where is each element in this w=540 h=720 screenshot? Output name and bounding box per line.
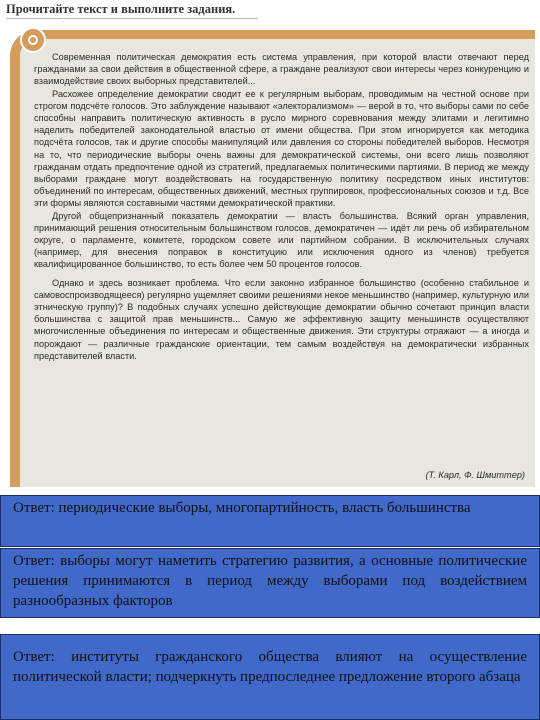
task-heading: Прочитайте текст и выполните задания. (6, 2, 236, 16)
decorative-mark: ˙ (62, 20, 65, 30)
paragraph-1: Современная политическая демократия есть система управления, при которой власти отвечают перед гражданами за свои действия в общественной сфере, а граждане реализуют свои интересы через конкуренцию и взаимодействие своих выборных представителей... (34, 52, 529, 87)
heading-divider (6, 18, 258, 19)
reading-text-panel (10, 30, 535, 487)
paragraph-3: Другой общепризнанный показатель демократии — власть большинства. Всякий орган управления, принимающий решения относительным большинством голосов, демократичен — идёт ли речь об избирательном округе, о парламенте, комитете, городском совете или партийном собрании. В исключительных случаях (например, для внесения поправок в конституцию или исключения одного из членов) требуется квалифицированное большинство, то есть более чем 50 процентов голосов. (34, 210, 529, 270)
paragraph-4: Однако и здесь возникает проблема. Что если законно избранное большинство (особенно стабильное и самовоспроизводящееся) регулярно ущемляет своими решениями некое меньшинство (например, культурную или этническую группу)? В подобных случаях успешно действующие демократии обычно сочетают принцип власти большинства с защитой прав меньшинств... Самую же эффективную защиту меньшинств осуществляют многочисленные объединения по интересам и общественные движения. Эти структуры отражают — а иногда и порождают — различные гражданские ориентации, тем самым воздействуя на демократически избранных представителей власти. (34, 277, 529, 361)
answer-box-3[interactable]: Ответ: институты гражданского общества влияют на осуществление политической власти; подчеркнуть предпоследнее предложение второго абзаца (0, 634, 540, 720)
reading-text (34, 51, 529, 362)
paragraph-2: Расхожее определение демократии сводит ее к регулярным выборам, проводимым на честной основе при строгом подсчёте голосов. Это заблуждение называют «электорализмом» — верой в то, что выборы сами по себе способны направить политическую активность в русло мирного соревнования между элитами и легитимно наделить победителей законодательной властью от имени общества. При этом игнорируется как методика подсчёта голосов, так и другие способы манипуляций или давления со стороны победителей выборов. Несмотря на то, что периодические выборы очень важны для демократической системы, они всего лишь позволяют гражданам отдать предпочтение одной из стратегий, предлагаемых политическими партиями. В период же между выборами граждане могут воздействовать на государственную политику посредством иных институтов: объединений по интересам, общественных движений, местных группировок, профессиональных союзов и т.д. Все эти формы являются составными частями демократической практики. (34, 88, 529, 209)
binder-ring-icon (20, 27, 46, 53)
source-citation: (Т. Карл, Ф. Шмиттер) (425, 470, 525, 480)
answer-box-1[interactable]: Ответ: периодические выборы, многопартийность, власть большинства (0, 495, 540, 547)
answer-box-2[interactable]: Ответ: выборы могут наметить стратегию развития, а основные политические решения принимаются в период между выборами под воздействием разнообразных факторов (0, 548, 540, 618)
